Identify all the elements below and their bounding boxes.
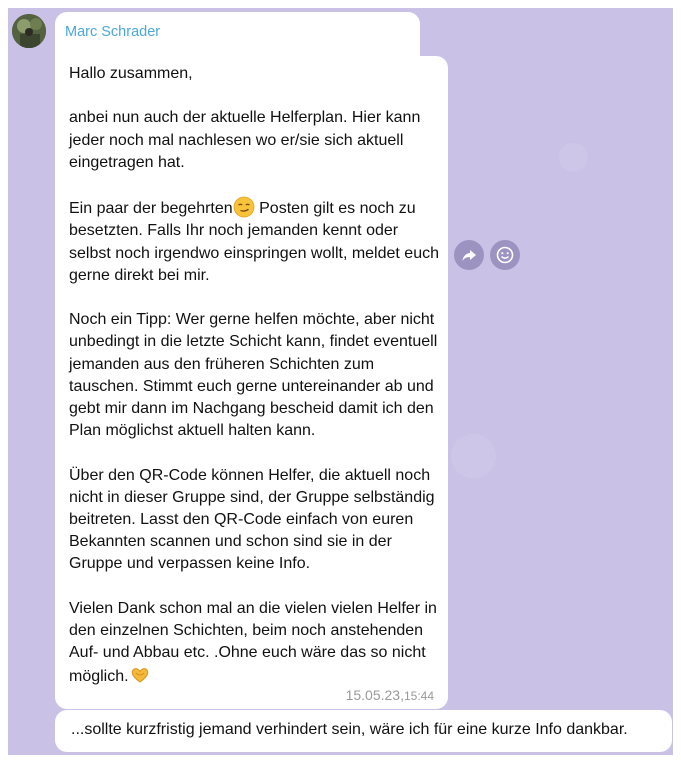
message-paragraph: Noch ein Tipp: Wer gerne helfen möchte, aber nicht unbedingt in die letzte Schicht kann, findet eventuell jemanden aus den früheren Schichten zum tauschen. Stimmt euch gerne untereinander ab und gebt mir dann im Nachgang bescheid damit ich den Plan möglichst aktuell halten kann.: [69, 311, 442, 440]
smirking-face-emoji: [233, 196, 255, 218]
message-date: 15.05.23,: [345, 687, 404, 703]
message-paragraph: Ein paar der begehrten: [69, 200, 233, 218]
message-paragraph: Posten gilt es noch zu besetzten. Falls Ihr noch jemanden kennt oder selbst noch irgendwo einspringen wollt, meldet euch gerne direkt bei mir.: [69, 200, 444, 284]
heart-hands-emoji: [129, 664, 151, 686]
message-timestamp: [346, 687, 434, 703]
react-button[interactable]: [490, 240, 520, 270]
avatar[interactable]: [12, 14, 46, 48]
message-paragraph: Hallo zusammen,: [69, 65, 193, 82]
message-paragraph: Vielen Dank schon mal an die vielen vielen Helfer in den einzelnen Schichten, beim noch anstehenden Auf- und Abbau etc. .Ohne euch wäre das so nicht möglich.: [69, 599, 442, 686]
message-bubble[interactable]: [55, 56, 448, 709]
second-message-text: ...sollte kurzfristig jemand verhindert sein, wäre ich für eine kurze Info dankbar.: [71, 721, 628, 738]
message-text: [69, 63, 444, 689]
forward-button[interactable]: [454, 240, 484, 270]
message-paragraph: anbei nun auch der aktuelle Helferplan. Hier kann jeder noch mal nachlesen wo er/sie sich aktuell eingetragen hat.: [69, 109, 425, 171]
message-time: 15:44: [403, 689, 434, 703]
sender-name[interactable]: Marc Schrader: [65, 24, 161, 40]
chat-area: [8, 8, 673, 755]
message-paragraph: Über den QR-Code können Helfer, die aktuell noch nicht in dieser Gruppe sind, der Gruppe selbständig beitreten. Lasst den QR-Code einfach von euren Bekannten scannen und schon sind sie in der Gruppe und verpassen keine Info.: [69, 466, 439, 573]
sender-header: [55, 12, 420, 58]
second-message-bubble[interactable]: [55, 710, 672, 752]
forward-arrow-icon: [461, 247, 477, 263]
smiley-icon: [496, 246, 514, 264]
avatar-photo-icon: [12, 14, 46, 48]
